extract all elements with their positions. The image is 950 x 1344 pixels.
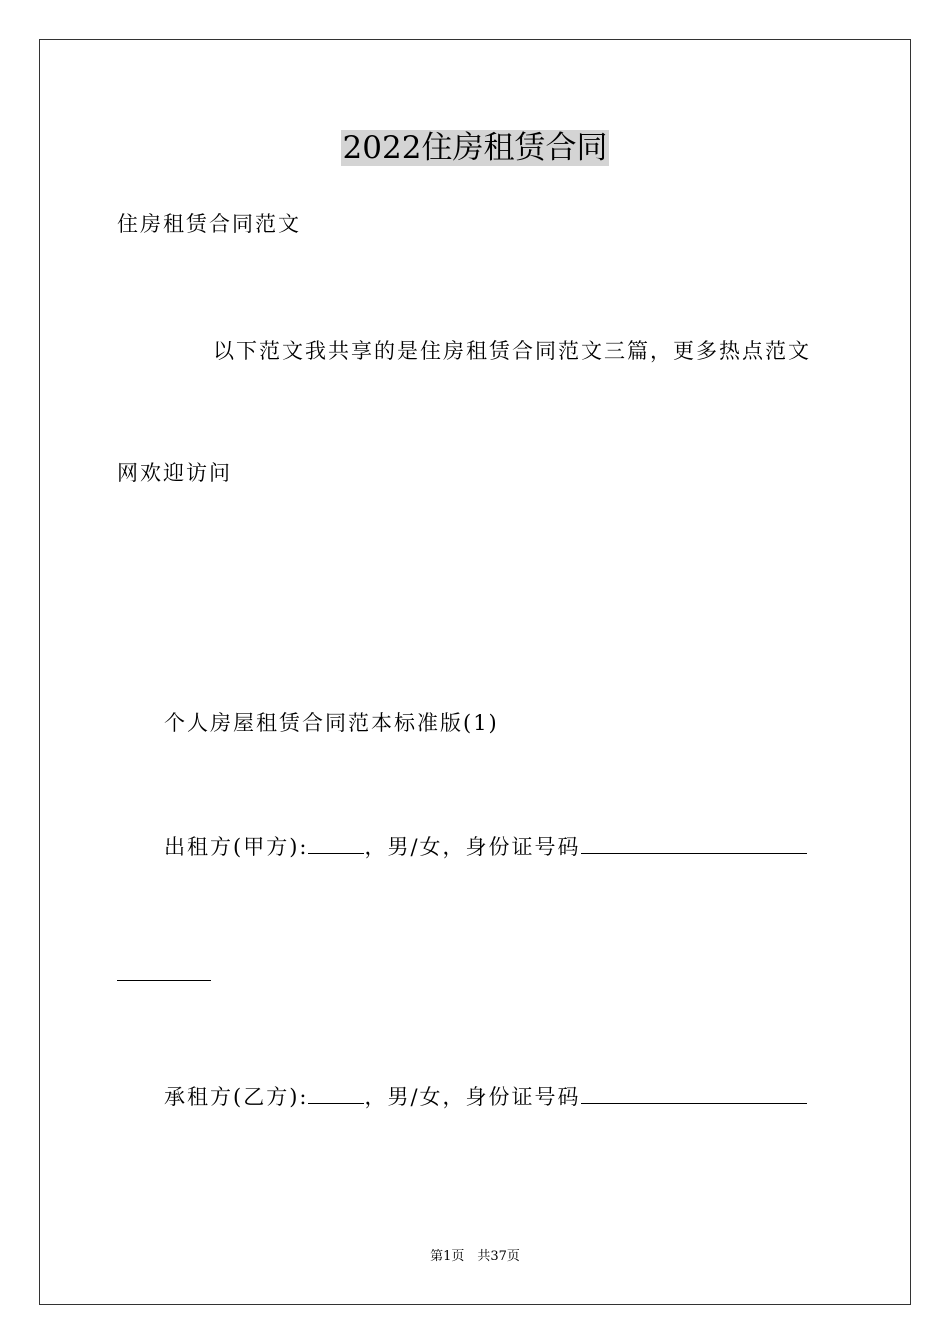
lessor-id-blank bbox=[581, 833, 807, 854]
lessee-gender-id-label: ，男/女，身份证号码 bbox=[364, 1085, 581, 1109]
lessee-line bbox=[164, 1082, 807, 1112]
lessee-name-blank bbox=[308, 1083, 364, 1104]
lessor-name-blank bbox=[308, 833, 364, 854]
document-subtitle: 住房租赁合同范文 bbox=[117, 212, 301, 236]
page-footer: 第1页 共37页 bbox=[430, 1249, 520, 1264]
lessor-label: 出租方(甲方): bbox=[164, 835, 309, 859]
section-title: 个人房屋租赁合同范本标准版(1) bbox=[164, 711, 499, 735]
document-title bbox=[0, 128, 950, 168]
intro-paragraph-continuation: 网欢迎访问 bbox=[117, 461, 232, 485]
lessor-gender-id-label: ，男/女，身份证号码 bbox=[364, 835, 581, 859]
lessor-id-blank-continuation bbox=[117, 980, 211, 981]
lessee-label: 承租方(乙方): bbox=[164, 1085, 309, 1109]
lessee-id-blank bbox=[581, 1083, 807, 1104]
document-title-text: 2022住房租赁合同 bbox=[342, 130, 608, 166]
lessor-line bbox=[164, 832, 807, 862]
intro-paragraph: 以下范文我共享的是住房租赁合同范文三篇，更多热点范文 bbox=[213, 339, 811, 363]
